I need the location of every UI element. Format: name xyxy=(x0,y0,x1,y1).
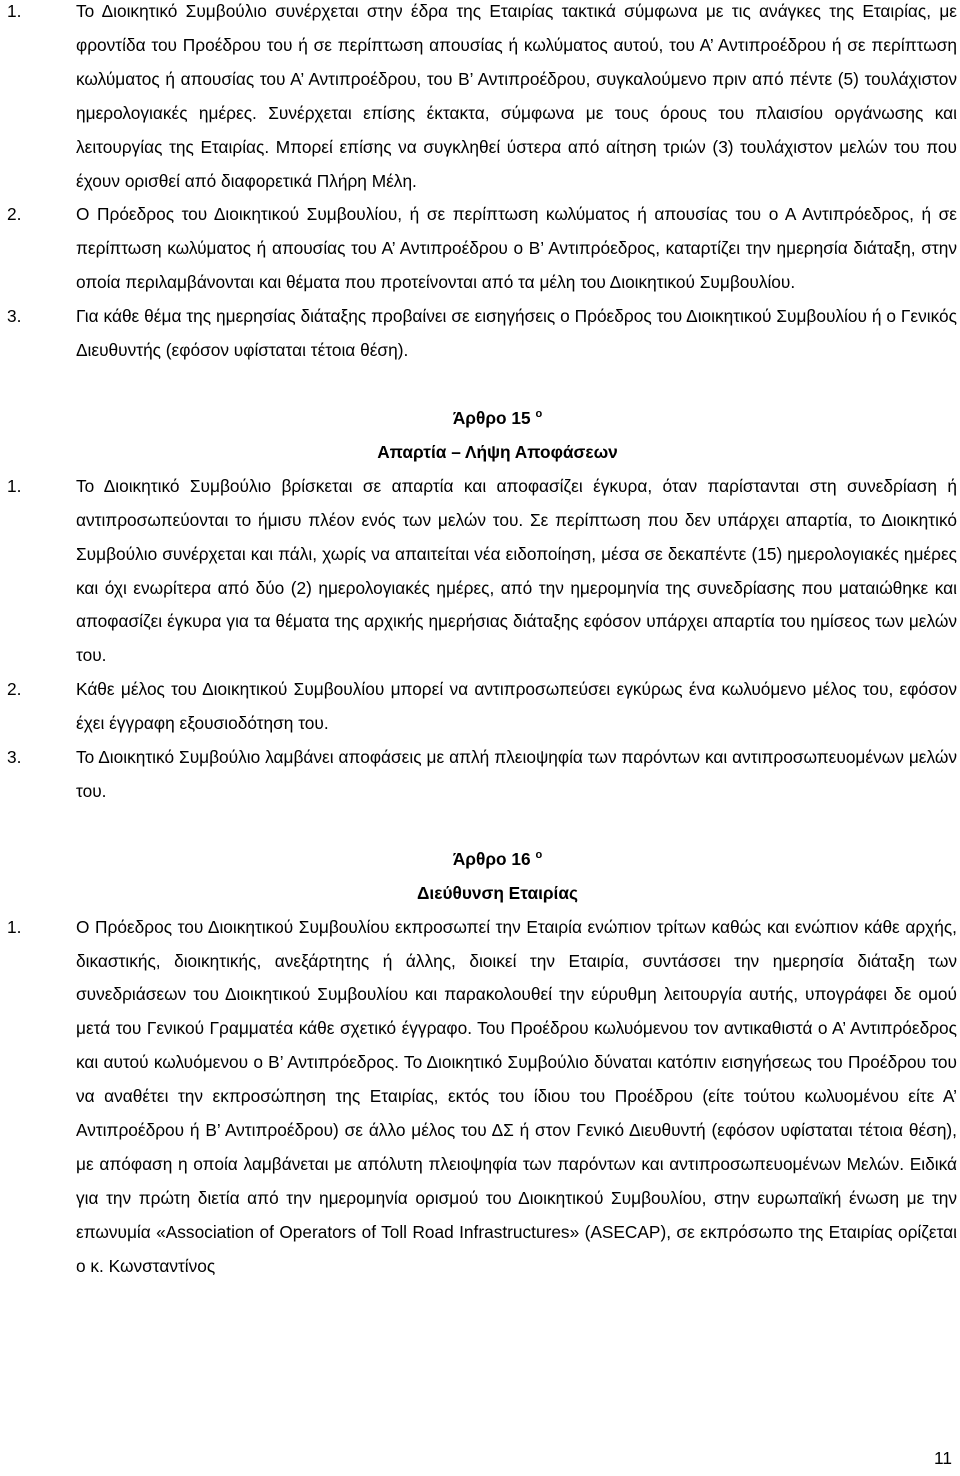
item-number: 1. xyxy=(7,1,22,21)
item-number: 1. xyxy=(7,475,22,496)
list-item xyxy=(0,673,960,741)
item-number: 3. xyxy=(7,747,22,768)
article-heading-text: Άρθρο 15 xyxy=(452,407,531,428)
list-item xyxy=(0,0,960,198)
item-text: Ο Πρόεδρος του Διοικητικού Συμβουλίου εκπροσωπεί την Εταιρία ενώπιον τρίτων καθώς και ενώπιον κάθε αρχής, δικαστικής, διοικητικής, ανεξάρτητης ή άλλης, διοικεί την Εταιρία, συντάσσει την ημερησία διάταξη των συνεδριάσεων του Διοικητικού Συμβουλίου και παρακολουθεί την εύρυθμη λειτουργία αυτής, υπογράφει δε ομού μετά του Γενικού Γραμματέα κάθε σχετικό έγγραφο. Του Προέδρου κωλυόμενου τον αντικαθιστά ο Α’ Αντιπρόεδρος και αυτού κωλυόμενου ο Β’ Αντιπρόεδρος. Το Διοικητικό Συμβούλιο δύναται κατόπιν εισηγήσεως του Προέδρου του να αναθέτει την εκπροσώπηση της Εταιρίας, εκτός του ίδιου του Προέδρου (είτε τούτου κωλυομένου είτε Α’ Αντιπροέδρου ή Β’ Αντιπροέδρου) σε άλλο μέλος του ΔΣ ή στον Γενικό Διευθυντή (εφόσον υφίσταται τέτοια θέση), με απόφαση η οποία λαμβάνεται με απόλυτη πλειοψηφία των παρόντων και αντιπροσωπευομένων Μελών. Ειδικά για την πρώτη διετία από την ημερομηνία ορισμού του Διοικητικού Συμβουλίου, στην ευρωπαϊκή ένωση με την επωνυμία «Association of Operators of Toll Road Infrastructures» (ASECAP), σε εκπρόσωπο της Εταιρίας ορίζεται ο κ. Κωνσταντίνος xyxy=(76,916,957,1276)
list-item xyxy=(0,911,960,1284)
item-number: 2. xyxy=(7,204,22,225)
article-16-subheading: Διεύθυνση Εταιρίας xyxy=(417,882,578,903)
list-item xyxy=(0,300,960,368)
article-15-subheading: Απαρτία – Λήψη Αποφάσεων xyxy=(377,441,618,462)
article-heading-text: Άρθρο 16 xyxy=(452,848,531,869)
item-text: Το Διοικητικό Συμβούλιο βρίσκεται σε απαρτία και αποφασίζει έγκυρα, όταν παρίστανται στη συνεδρίαση ή αντιπροσωπεύονται το ήμισυ πλέον ενός των μελών του. Σε περίπτωση που δεν υπάρχει απαρτία, το Διοικητικό Συμβούλιο συνέρχεται και πάλι, χωρίς να απαιτείται νέα ειδοποίηση, μέσα σε δεκαπέντε (15) ημερολογιακές ημέρες και όχι ενωρίτερα από δύο (2) ημερολογιακές ημέρες, από την ημερομηνία της συνεδρίασης που ματαιώθηκε και αποφασίζει έγκυρα για τα θέματα της αρχικής ημερήσιας διάταξης εφόσον υπάρχει απαρτία του ημίσεος των μελών του. xyxy=(76,475,957,666)
article-16-heading xyxy=(35,843,960,877)
item-text: Το Διοικητικό Συμβούλιο λαμβάνει αποφάσεις με απλή πλειοψηφία των παρόντων και αντιπροσωπευομένων μελών του. xyxy=(76,747,957,801)
article-heading-superscript: ο xyxy=(535,407,543,420)
list-item xyxy=(0,198,960,300)
item-text: Για κάθε θέμα της ημερησίας διάταξης προβαίνει σε εισηγήσεις ο Πρόεδρος του Διοικητικού Συμβουλίου ή ο Γενικός Διευθυντής (εφόσον υφίσταται τέτοια θέση). xyxy=(76,306,957,361)
spacer xyxy=(0,368,960,402)
item-number: 3. xyxy=(7,306,22,327)
item-text: Το Διοικητικό Συμβούλιο συνέρχεται στην έδρα της Εταιρίας τακτικά σύμφωνα με τις ανάγκες της Εταιρίας, με φροντίδα του Προέδρου του ή σε περίπτωση απουσίας ή κωλύματος αυτού, του Α’ Αντιπροέδρου ή σε περίπτωση κωλύματος ή απουσίας του Α’ Αντιπροέδρου, του Β’ Αντιπροέδρου, συγκαλούμενο πριν από πέντε (5) τουλάχιστον ημερολογιακές ημέρες. Συνέρχεται επίσης έκτακτα, σύμφωνα με τους όρους του πλαισίου οργάνωσης και λειτουργίας της Εταιρίας. Μπορεί επίσης να συγκληθεί ύστερα από αίτηση τριών (3) τουλάχιστον μελών του που έχουν ορισθεί από διαφορετικά Πλήρη Μέλη. xyxy=(76,1,957,191)
item-text: Ο Πρόεδρος του Διοικητικού Συμβουλίου, ή σε περίπτωση κωλύματος ή απουσίας του ο Α Αντιπρόεδρος, ή σε περίπτωση κωλύματος ή απουσίας του Α’ Αντιπροέδρου ο Β’ Αντιπρόεδρος, καταρτίζει την ημερησία διάταξη, στην οποία περιλαμβάνονται και θέματα που προτείνονται από τα μέλη του Διοικητικού Συμβουλίου. xyxy=(76,204,957,293)
page-number: 11 xyxy=(934,1448,952,1468)
spacer xyxy=(0,809,960,843)
list-item xyxy=(0,741,960,809)
item-number: 2. xyxy=(7,679,22,700)
item-text: Κάθε μέλος του Διοικητικού Συμβουλίου μπορεί να αντιπροσωπεύσει εγκύρως ένα κωλυόμενο μέλος του, εφόσον έχει έγγραφη εξουσιοδότηση του. xyxy=(76,679,957,734)
list-item xyxy=(0,470,960,673)
item-number: 1. xyxy=(7,916,22,937)
article-heading-superscript: ο xyxy=(535,848,543,861)
article-15-heading xyxy=(35,402,960,436)
